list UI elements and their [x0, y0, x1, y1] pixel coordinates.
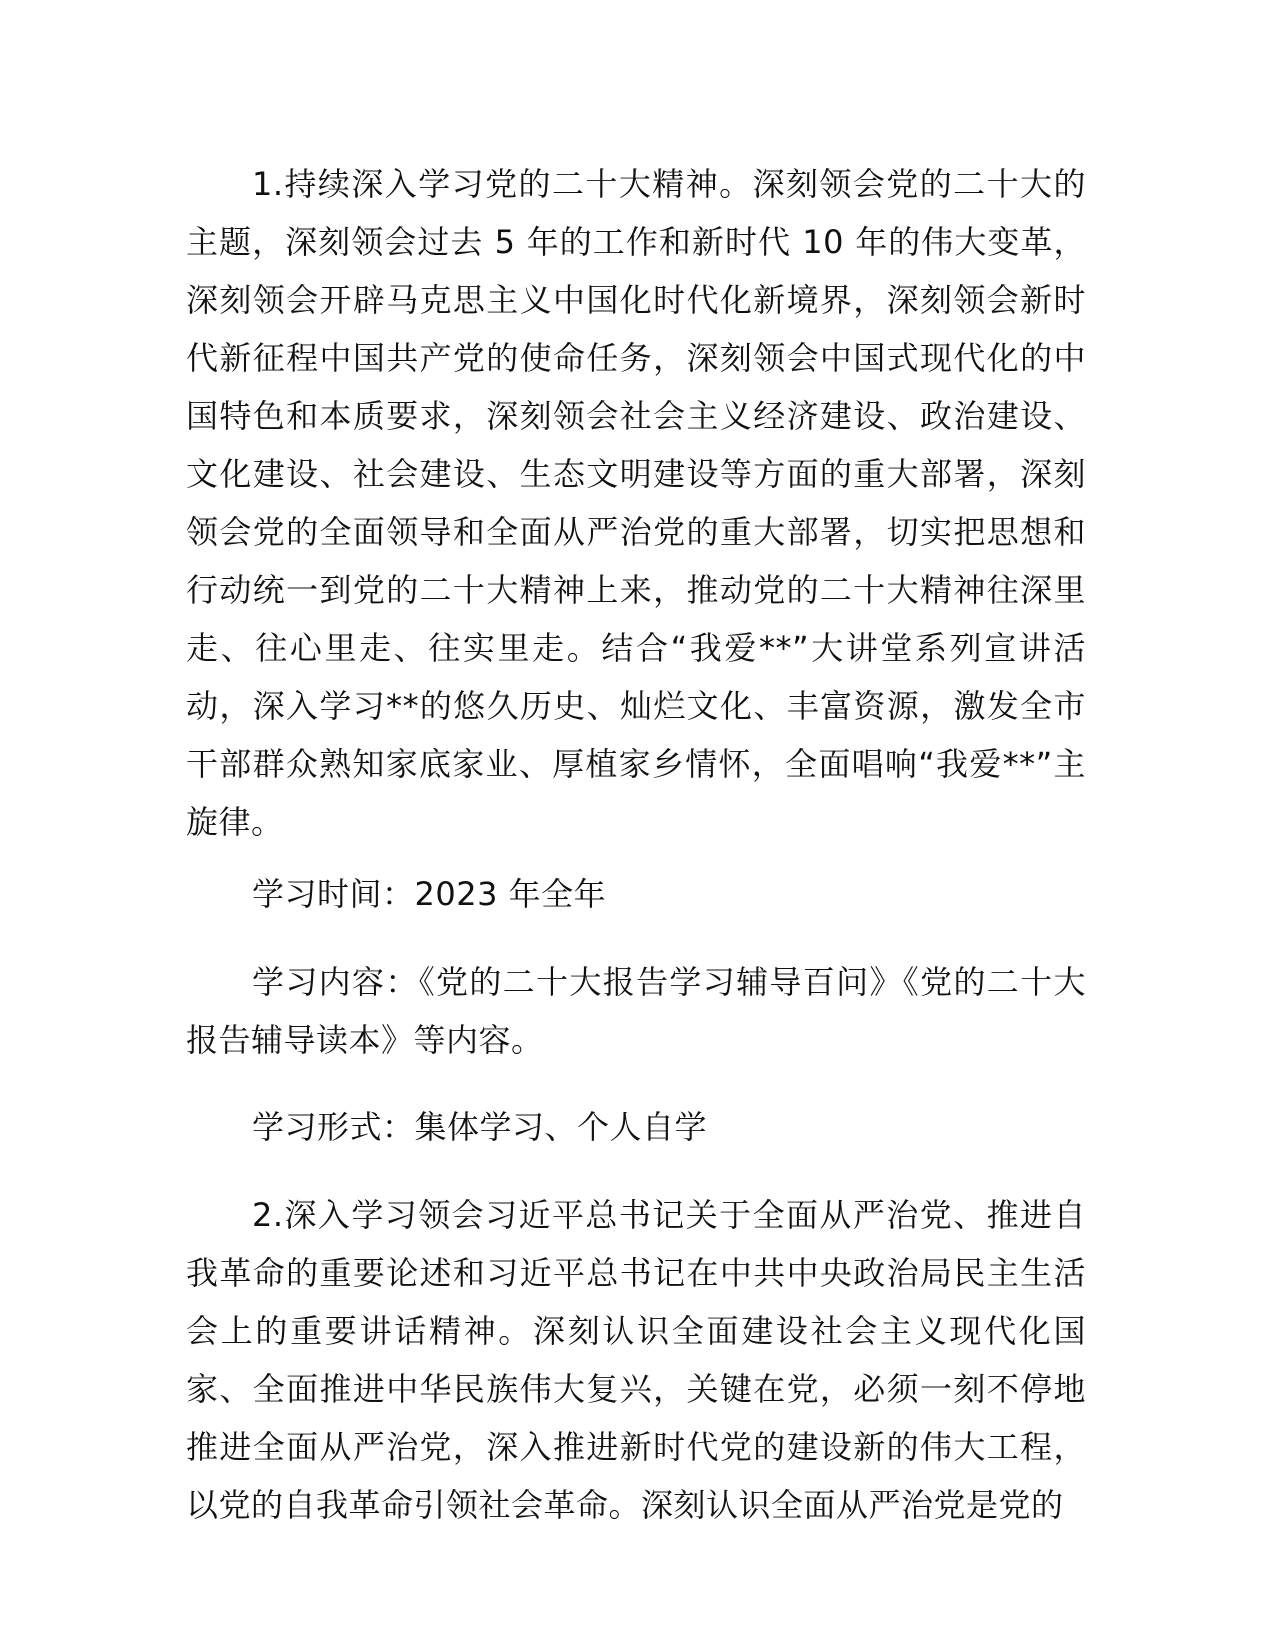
paragraph-section-1: 1.持续深入学习党的二十大精神。深刻领会党的二十大的主题，深刻领会过去 5 年的工作和新时代 10 年的伟大变革，深刻领会开辟马克思主义中国化时代化新境界，深刻领会新时代新征程中国共产党的使命任务，深刻领会中国式现代化的中国特色和本质要求，深刻领会社会主义经济建设、政治建设、文化建设、社会建设、生态文明建设等方面的重大部署，深刻领会党的全面领导和全面从严治党的重大部署，切实把思想和行动统一到党的二十大精神上来，推动党的二十大精神往深里走、往心里走、往实里走。结合“我爱**”大讲堂系列宣讲活动，深入学习**的悠久历史、灿烂文化、丰富资源，激发全市干部群众熟知家底家业、厚植家乡情怀，全面唱响“我爱**”主旋律。	[186, 165, 1086, 841]
paragraph-study-content: 学习内容：《党的二十大报告学习辅导百问》《党的二十大报告辅导读本》等内容。	[186, 963, 1086, 1059]
paragraph-section-2: 2.深入学习领会习近平总书记关于全面从严治党、推进自我革命的重要论述和习近平总书记在中共中央政治局民主生活会上的重要讲话精神。深刻认识全面建设社会主义现代化国家、全面推进中华民族伟大复兴，关键在党，必须一刻不停地推进全面从严治党，深入推进新时代党的建设新的伟大工程，以党的自我革命引领社会革命。深刻认识全面从严治党是党的	[186, 1196, 1086, 1524]
paragraph-study-format: 学习形式：集体学习、个人自学	[252, 1108, 708, 1146]
paragraph-study-time: 学习时间：2023 年全年	[252, 875, 607, 913]
